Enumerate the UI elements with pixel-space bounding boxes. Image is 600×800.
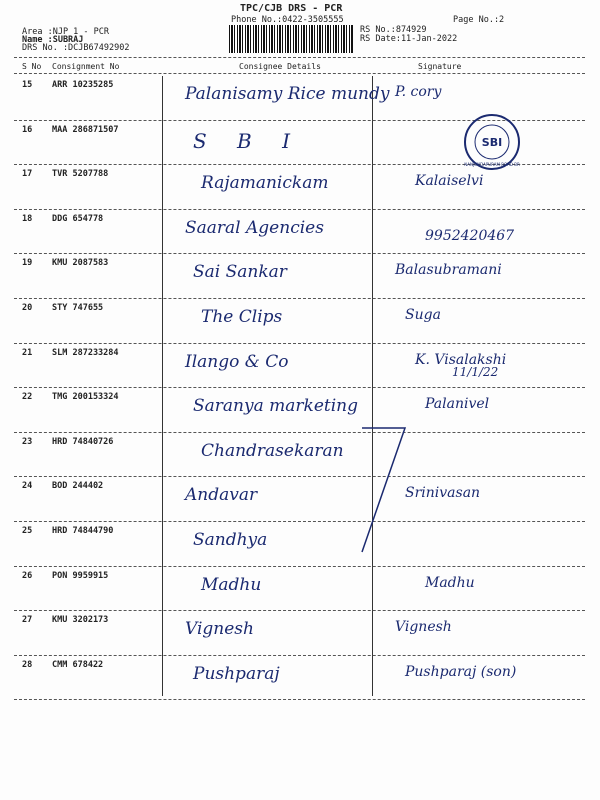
col-signature: Signature: [418, 62, 462, 71]
consignee-name: Pushparaj: [193, 663, 280, 684]
serial-number: 25: [22, 526, 33, 536]
table-row: [0, 388, 600, 432]
table-row: [0, 656, 600, 700]
consignee-name: The Clips: [201, 307, 283, 327]
table-row: [0, 522, 600, 566]
serial-number: 20: [22, 303, 33, 313]
divider: [14, 57, 585, 58]
consignment-number: HRD 74840726: [52, 436, 114, 447]
consignee-name: Madhu: [201, 574, 262, 595]
consignment-number: DDG 654778: [52, 213, 104, 224]
serial-number: 17: [22, 169, 33, 180]
area-label: Area :NJP 1 - PCR: [22, 27, 109, 37]
table-row: [0, 210, 600, 254]
table-row: [0, 611, 600, 655]
consignment-number: KMU 3202173: [52, 615, 109, 626]
document-title: TPC/CJB DRS - PCR: [240, 3, 343, 14]
serial-number: 27: [22, 615, 33, 626]
serial-number: 18: [22, 213, 33, 224]
bank-stamp: [462, 112, 522, 172]
divider: [14, 73, 585, 74]
signature: P. cory: [395, 84, 442, 100]
serial-number: 22: [22, 392, 33, 403]
consignee-name: Saaral Agencies: [185, 217, 324, 238]
consignee-name: S B I: [193, 128, 303, 153]
consignee-name: Ilango & Co: [185, 351, 289, 372]
consignment-number: STY 747655: [52, 303, 104, 313]
signature: Palanivel: [425, 396, 490, 413]
consignment-number: TMG 200153324: [52, 392, 119, 403]
col-consignment: Consignment No: [52, 62, 120, 71]
stamp-text: SBI: [481, 136, 503, 149]
serial-number: 16: [22, 124, 33, 135]
consignment-number: MAA 286871507: [52, 124, 119, 135]
consignee-name: Palanisamy Rice mundy: [185, 84, 390, 104]
signature: Srinivasan: [405, 485, 481, 502]
consignee-name: Saranya marketing: [193, 396, 358, 417]
signature: 9952420467: [425, 227, 515, 244]
consignment-number: ARR 10235285: [52, 80, 114, 90]
phone-number: Phone No.:0422-3505555: [231, 15, 344, 25]
consignee-name: Andavar: [185, 485, 258, 506]
consignee-name: Sandhya: [193, 530, 268, 550]
serial-number: 28: [22, 659, 33, 670]
serial-number: 24: [22, 481, 33, 492]
consignee-name: Sai Sankar: [193, 262, 287, 283]
consignee-name: Rajamanickam: [201, 173, 329, 194]
signature: Suga: [405, 307, 441, 323]
signature: Vignesh: [395, 619, 452, 636]
name-label: Name :SUBRAJ: [22, 35, 84, 45]
table-row: [0, 477, 600, 521]
consignment-number: PON 9959915: [52, 570, 109, 581]
serial-number: 19: [22, 258, 33, 269]
page-number: Page No.:2: [453, 15, 505, 25]
table-row: [0, 344, 600, 388]
consignee-name: Vignesh: [185, 619, 254, 640]
signature: Kalaiselvi: [415, 173, 484, 190]
table-row: [0, 299, 600, 343]
consignee-name: Chandrasekaran: [201, 440, 344, 461]
serial-number: 26: [22, 570, 33, 581]
rs-date: RS Date:11-Jan-2022: [360, 34, 458, 44]
barcode: [229, 25, 353, 53]
drs-number: DRS No. :DCJB67492902: [22, 43, 130, 53]
table-row: [0, 567, 600, 611]
consignment-number: KMU 2087583: [52, 258, 109, 269]
signature: Madhu: [425, 574, 475, 591]
table-row: [0, 254, 600, 298]
rs-number: RS No.:874929: [360, 25, 427, 35]
table-row: [0, 433, 600, 477]
serial-number: 21: [22, 347, 33, 358]
signature: Balasubramani: [395, 262, 502, 279]
bracket-mark: [360, 420, 420, 560]
consignment-number: BOD 244402: [52, 481, 104, 492]
consignment-number: HRD 74844790: [52, 526, 114, 536]
consignment-number: CMM 678422: [52, 659, 104, 670]
col-sno: S No: [22, 62, 42, 71]
signature: Pushparaj (son): [405, 663, 517, 680]
date-note: 11/1/22: [452, 365, 499, 379]
row-divider: [14, 699, 585, 700]
stamp-ring-text: NANJUNDAPURAM ROAD BR: [464, 162, 520, 167]
consignment-number: TVR 5207788: [52, 169, 109, 180]
serial-number: 23: [22, 436, 33, 447]
signature: K. Visalakshi: [415, 351, 507, 368]
consignment-number: SLM 287233284: [52, 347, 119, 358]
col-details: Consignee Details: [239, 62, 321, 71]
serial-number: 15: [22, 80, 33, 90]
